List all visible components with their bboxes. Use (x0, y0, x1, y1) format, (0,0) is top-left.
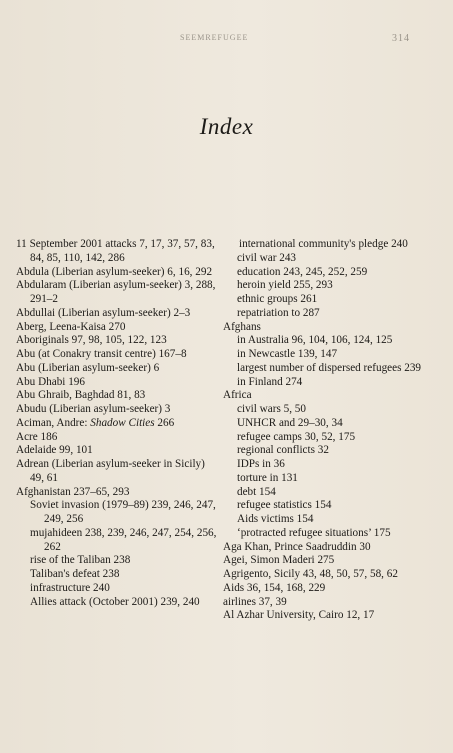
index-entry: international community's pledge 240 (239, 238, 408, 250)
index-subentry: infrastructure 240 (30, 581, 110, 594)
index-subentry: repatriation to 287 (237, 306, 320, 319)
index-entry: Aids 36, 154, 168, 229 (223, 581, 326, 594)
running-head-title: SEEMREFUGEE (180, 33, 249, 42)
index-entry: Afghanistan 237–65, 293 (16, 485, 130, 498)
index-entry: Aciman, Andre: Shadow Cities 266 (16, 416, 175, 429)
index-subentry: ethnic groups 261 (237, 293, 318, 305)
index-subentry: heroin yield 255, 293 (237, 279, 333, 292)
index-subentry: in Newcastle 139, 147 (237, 348, 338, 360)
index-subentry: civil war 243 (237, 251, 297, 264)
index-subentry: mujahideen 238, 239, 246, 247, 254, 256, 262 (30, 526, 217, 553)
index-subentry: largest number of dispersed refugees 239 (237, 361, 422, 374)
index-subentry: UNHCR and 29–30, 34 (237, 416, 343, 429)
index-entry: Aga Khan, Prince Saadruddin 30 (223, 540, 371, 553)
index-column-right (223, 238, 438, 623)
index-entry: Agei, Simon Maderi 275 (223, 554, 335, 567)
index-subentry: refugee camps 30, 52, 175 (237, 430, 356, 443)
page-number: 314 (392, 33, 410, 44)
index-subentry: IDPs in 36 (237, 458, 285, 470)
index-subentry: debt 154 (237, 485, 276, 498)
index-entry: Abu (at Conakry transit centre) 167–8 (16, 348, 187, 360)
index-entry: Abdullai (Liberian asylum-seeker) 2–3 (16, 306, 191, 319)
index-subentry: rise of the Taliban 238 (30, 554, 131, 567)
index-entry: Agrigento, Sicily 43, 48, 50, 57, 58, 62 (223, 568, 398, 580)
index-title: Index (199, 114, 254, 139)
index-subentry: torture in 131 (237, 471, 298, 484)
index-entry: Abdularam (Liberian asylum-seeker) 3, 288, 291–2 (16, 279, 216, 305)
index-entry: Abu Dhabi 196 (16, 375, 85, 388)
index-entry: Al Azhar University, Cairo 12, 17 (223, 609, 375, 622)
index-entry: Aboriginals 97, 98, 105, 122, 123 (16, 334, 167, 347)
index-column-left (16, 238, 221, 609)
index-entry: Afghans (223, 320, 261, 333)
index-entry: Africa (223, 389, 252, 402)
index-subentry: Allies attack (October 2001) 239, 240 (30, 595, 200, 608)
index-entry: 11 September 2001 attacks 7, 17, 37, 57, 83, 84, 85, 110, 142, 286 (16, 238, 215, 264)
index-entry: Aberg, Leena-Kaisa 270 (16, 320, 126, 333)
index-entry: Abu Ghraib, Baghdad 81, 83 (16, 389, 146, 402)
index-subentry: Soviet invasion (1979–89) 239, 246, 247, 249, 256 (30, 499, 216, 525)
index-subentry: in Finland 274 (237, 375, 303, 388)
index-subentry: regional conflicts 32 (237, 444, 329, 457)
index-subentry: Taliban's defeat 238 (30, 568, 120, 580)
index-entry: Abudu (Liberian asylum-seeker) 3 (16, 403, 171, 415)
index-entry: Adelaide 99, 101 (16, 444, 93, 457)
index-subentry: ‘protracted refugee situations’ 175 (237, 526, 391, 539)
index-entry: Abdula (Liberian asylum-seeker) 6, 16, 292 (16, 265, 213, 278)
index-subentry: civil wars 5, 50 (237, 403, 306, 415)
index-subentry: in Australia 96, 104, 106, 124, 125 (237, 334, 393, 347)
index-entry: airlines 37, 39 (223, 595, 287, 608)
index-entry: Abu (Liberian asylum-seeker) 6 (16, 361, 160, 374)
index-entry: Adrean (Liberian asylum-seeker in Sicily) 49, 61 (16, 458, 205, 484)
index-subentry: refugee statistics 154 (237, 499, 332, 512)
index-subentry: education 243, 245, 252, 259 (237, 265, 368, 278)
index-subentry: Aids victims 154 (237, 513, 314, 525)
index-entry: Acre 186 (16, 430, 58, 443)
